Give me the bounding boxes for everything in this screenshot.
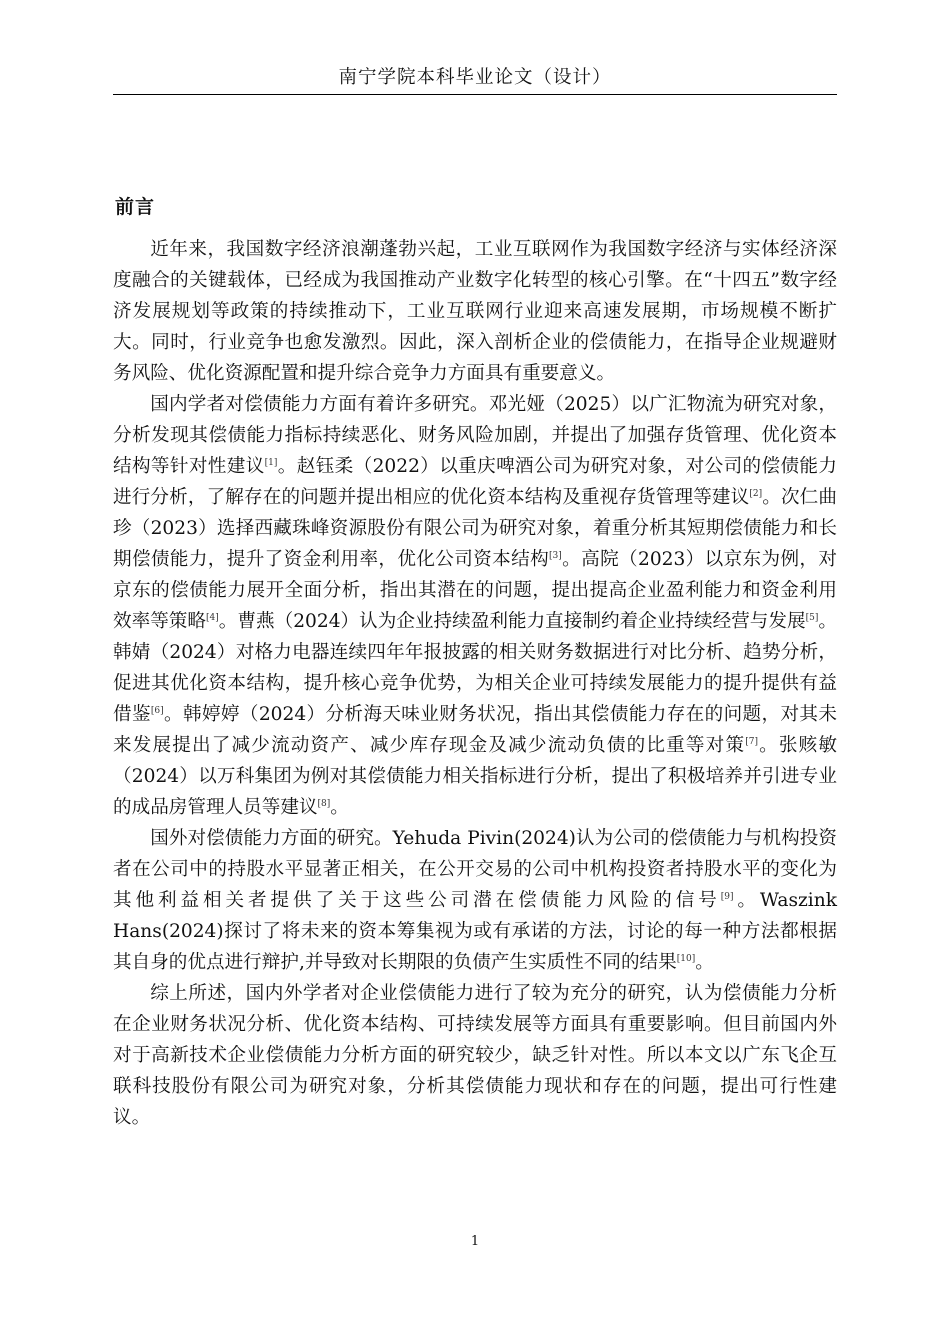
paragraph-text: 。次仁曲珍（2023）选择西藏珠峰资源股份有限公司为研究对象，着重分析其短期偿债能力和长期偿债能力，提升了资金利用率，优化公司资本结构 [113,487,837,570]
header-divider [113,94,837,95]
citation-marker: [4] [206,612,219,623]
paragraph [113,234,837,389]
paragraph-text: 。Waszink Hans(2024)探讨了将未来的资本筹集视为或有承诺的方法，讨论的每一种方法都根据其自身的优点进行辩护,并导致对长期限的负债产生实质性不同的结果 [113,890,837,973]
paragraph-text: 综上所述，国内外学者对企业偿债能力进行了较为充分的研究，认为偿债能力分析在企业财务状况分析、优化资本结构、可持续发展等方面具有重要影响。但目前国内外对于高新技术企业偿债能力分析方面的研究较少，缺乏针对性。所以本文以广东飞企互联科技股份有限公司为研究对象，分析其偿债能力现状和存在的问题，提出可行性建议。 [113,983,837,1128]
paragraph-text: 国内学者对偿债能力方面有着许多研究。邓光娅（2025）以广汇物流为研究对象，分析发现其偿债能力指标持续恶化、财务风险加剧，并提出了加强存货管理、优化资本结构等针对性建议 [113,394,837,477]
paragraph-text: 近年来，我国数字经济浪潮蓬勃兴起，工业互联网作为我国数字经济与实体经济深度融合的关键载体，已经成为我国推动产业数字化转型的核心引擎。在“十四五”数字经济发展规划等政策的持续推动下，工业互联网行业迎来高速发展期，市场规模不断扩大。同时，行业竞争也愈发激烈。因此，深入剖析企业的偿债能力，在指导企业规避财务风险、优化资源配置和提升综合竞争力方面具有重要意义。 [113,239,837,384]
paragraph-text: 。张赅敏（2024）以万科集团为例对其偿债能力相关指标进行分析，提出了积极培养并引进专业的成品房管理人员等建议 [113,735,837,818]
citation-marker: [9] [720,891,734,902]
citation-marker: [6] [150,705,164,716]
section-title: 前言 [115,196,156,218]
body-text [113,234,837,1133]
paragraph-text: 。高院（2023）以京东为例，对京东的偿债能力展开全面分析，指出其潜在的问题，提出提高企业盈利能力和资金利用效率等策略 [113,549,837,632]
citation-marker: [10] [676,953,696,964]
paragraph-text: 。 [695,952,714,973]
paragraph-text: 。赵钰柔（2022）以重庆啤酒公司为研究对象，对公司的偿债能力进行分析，了解存在的问题并提出相应的优化资本结构及重视存货管理等建议 [113,456,837,508]
page-number: 1 [470,1234,480,1249]
paragraph [113,823,837,978]
citation-marker: [3] [549,550,562,561]
citation-marker: [1] [264,457,278,468]
paragraph-text: 国外对偿债能力方面的研究。Yehuda Pivin(2024)认为公司的偿债能力与机构投资者在公司中的持股水平显著正相关，在公开交易的公司中机构投资者持股水平的变化为其他利益相关者提供了关于这些公司潜在偿债能力风险的信号 [113,828,837,911]
citation-marker: [2] [749,488,763,499]
citation-marker: [8] [317,798,331,809]
page-header-title: 南宁学院本科毕业论文（设计） [338,67,612,88]
paragraph-text: 。韩婷婷（2024）分析海天味业财务状况，指出其偿债能力存在的问题，对其未来发展提出了减少流动资产、减少库存现金及减少流动负债的比重等对策 [113,704,837,756]
paragraph-text: 。 [330,797,349,818]
paragraph-text: 。曹燕（2024）认为企业持续盈利能力直接制约着企业持续经营与发展 [218,611,806,632]
paragraph-text: 。韩婧（2024）对格力电器连续四年年报披露的相关财务数据进行对比分析、趋势分析，促进其优化资本结构，提升核心竞争优势，为相关企业可持续发展能力的提升提供有益借鉴 [113,611,837,725]
paragraph [113,389,837,823]
citation-marker: [7] [745,736,758,747]
paragraph [113,978,837,1133]
citation-marker: [5] [805,612,819,623]
